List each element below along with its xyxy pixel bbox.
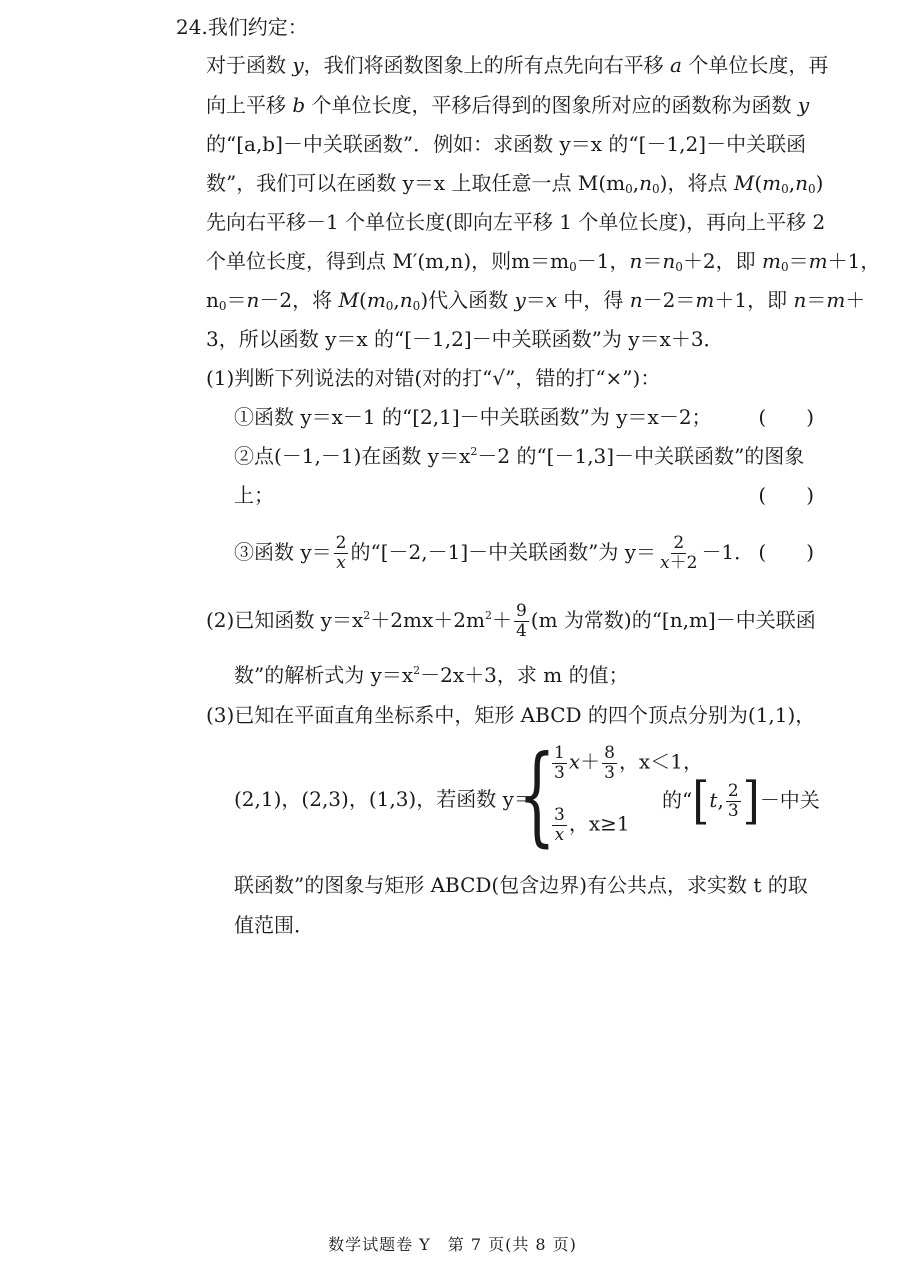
fraction: $\frac{2}{x+2}$	[660, 533, 698, 573]
part1-item-2-cont: 上； ( )	[234, 480, 814, 510]
answer-blank[interactable]: ( )	[758, 540, 814, 564]
definition-line-1: 对于函数 y，我们将函数图象上的所有点先向右平移 a 个单位长度，再	[206, 53, 829, 77]
question-number: 24.	[176, 15, 208, 39]
part3-line-1: (3)已知在平面直角坐标系中，矩形 ABCD 的四个顶点分别为(1,1)，	[206, 703, 816, 727]
part1-item-1: ①函数 y＝x－1 的“[2,1]－中关联函数”为 y＝x－2； ( )	[234, 402, 814, 432]
definition-line-3: 的“[a,b]－中关联函数”．例如：求函数 y＝x 的“[－1,2]－中关联函	[206, 132, 807, 156]
part3-line-2: (2,1)，(2,3)，(1,3)，若函数 y＝	[234, 787, 534, 811]
answer-blank[interactable]: ( )	[758, 405, 814, 429]
piecewise-case-2: $\frac{3}{x}$ ，x≥1	[554, 805, 630, 845]
part3-interval: 的“[t, $\frac{2}{3}$ ]－中关	[662, 772, 820, 831]
definition-line-7: $n_0=n-2$，将 $M(m_0,n_0)$代入函数 y＝x 中，得 n－2＝m＋1，即 n＝m＋	[206, 288, 866, 313]
fraction: $\frac{9}{4}$	[515, 601, 527, 641]
part3-line-3: 联函数”的图象与矩形 ABCD(包含边界)有公共点，求实数 t 的取	[234, 873, 808, 897]
part1-item-3: ③函数 y＝ $\frac{2}{x}$ 的“[－2,－1]－中关联函数”为 y＝ $\frac{2}{x+2}$ －1． ( )	[234, 524, 814, 580]
definition-line-6: 个单位长度，得到点 M′(m,n)，则$m=m_0-1$，$n=n_0+2$，即 $m_0=m+1$，	[206, 249, 881, 274]
piecewise-block	[0, 733, 905, 860]
part1-item-2: ②点(－1,－1)在函数 $y=x^2-2$ 的“[－1,3]－中关联函数”的图象	[234, 444, 805, 468]
part3-line-4: 值范围．	[234, 913, 314, 937]
part1-label: (1)判断下列说法的对错(对的打“√”，错的打“×”)：	[206, 366, 661, 390]
page-footer: 数学试题卷 Y 第 7 页(共 8 页)	[328, 1235, 577, 1254]
question-heading	[176, 12, 308, 42]
fraction: $\frac{2}{x}$	[335, 533, 347, 573]
curly-brace: {	[518, 733, 556, 858]
part2-line-1: (2)已知函数 $y=x^2+2mx+2m^2+$ $\frac{9}{4}$ (m 为常数)的“[n,m]－中关联函	[206, 601, 816, 641]
definition-line-8: 3，所以函数 y＝x 的“[－1,2]－中关联函数”为 y＝x＋3．	[206, 327, 724, 351]
definition-line-2: 向上平移 b 个单位长度，平移后得到的图象所对应的函数称为函数 y	[206, 93, 810, 117]
definition-line-5: 先向右平移－1 个单位长度(即向左平移 1 个单位长度)，再向上平移 2	[206, 210, 826, 234]
part2-line-2: 数”的解析式为 $y=x^2-2x+3$，求 m 的值；	[234, 663, 629, 687]
answer-blank[interactable]: ( )	[758, 483, 814, 507]
question-title: 我们约定：	[207, 15, 308, 39]
definition-line-4: 数”，我们可以在函数 y＝x 上取任意一点 $M(m_0,n_0)$，将点 $M(m_0,n_0)$	[206, 171, 824, 196]
piecewise-case-1: $\frac{1}{3}$ x＋ $\frac{8}{3}$ ，x＜1，	[554, 743, 703, 783]
